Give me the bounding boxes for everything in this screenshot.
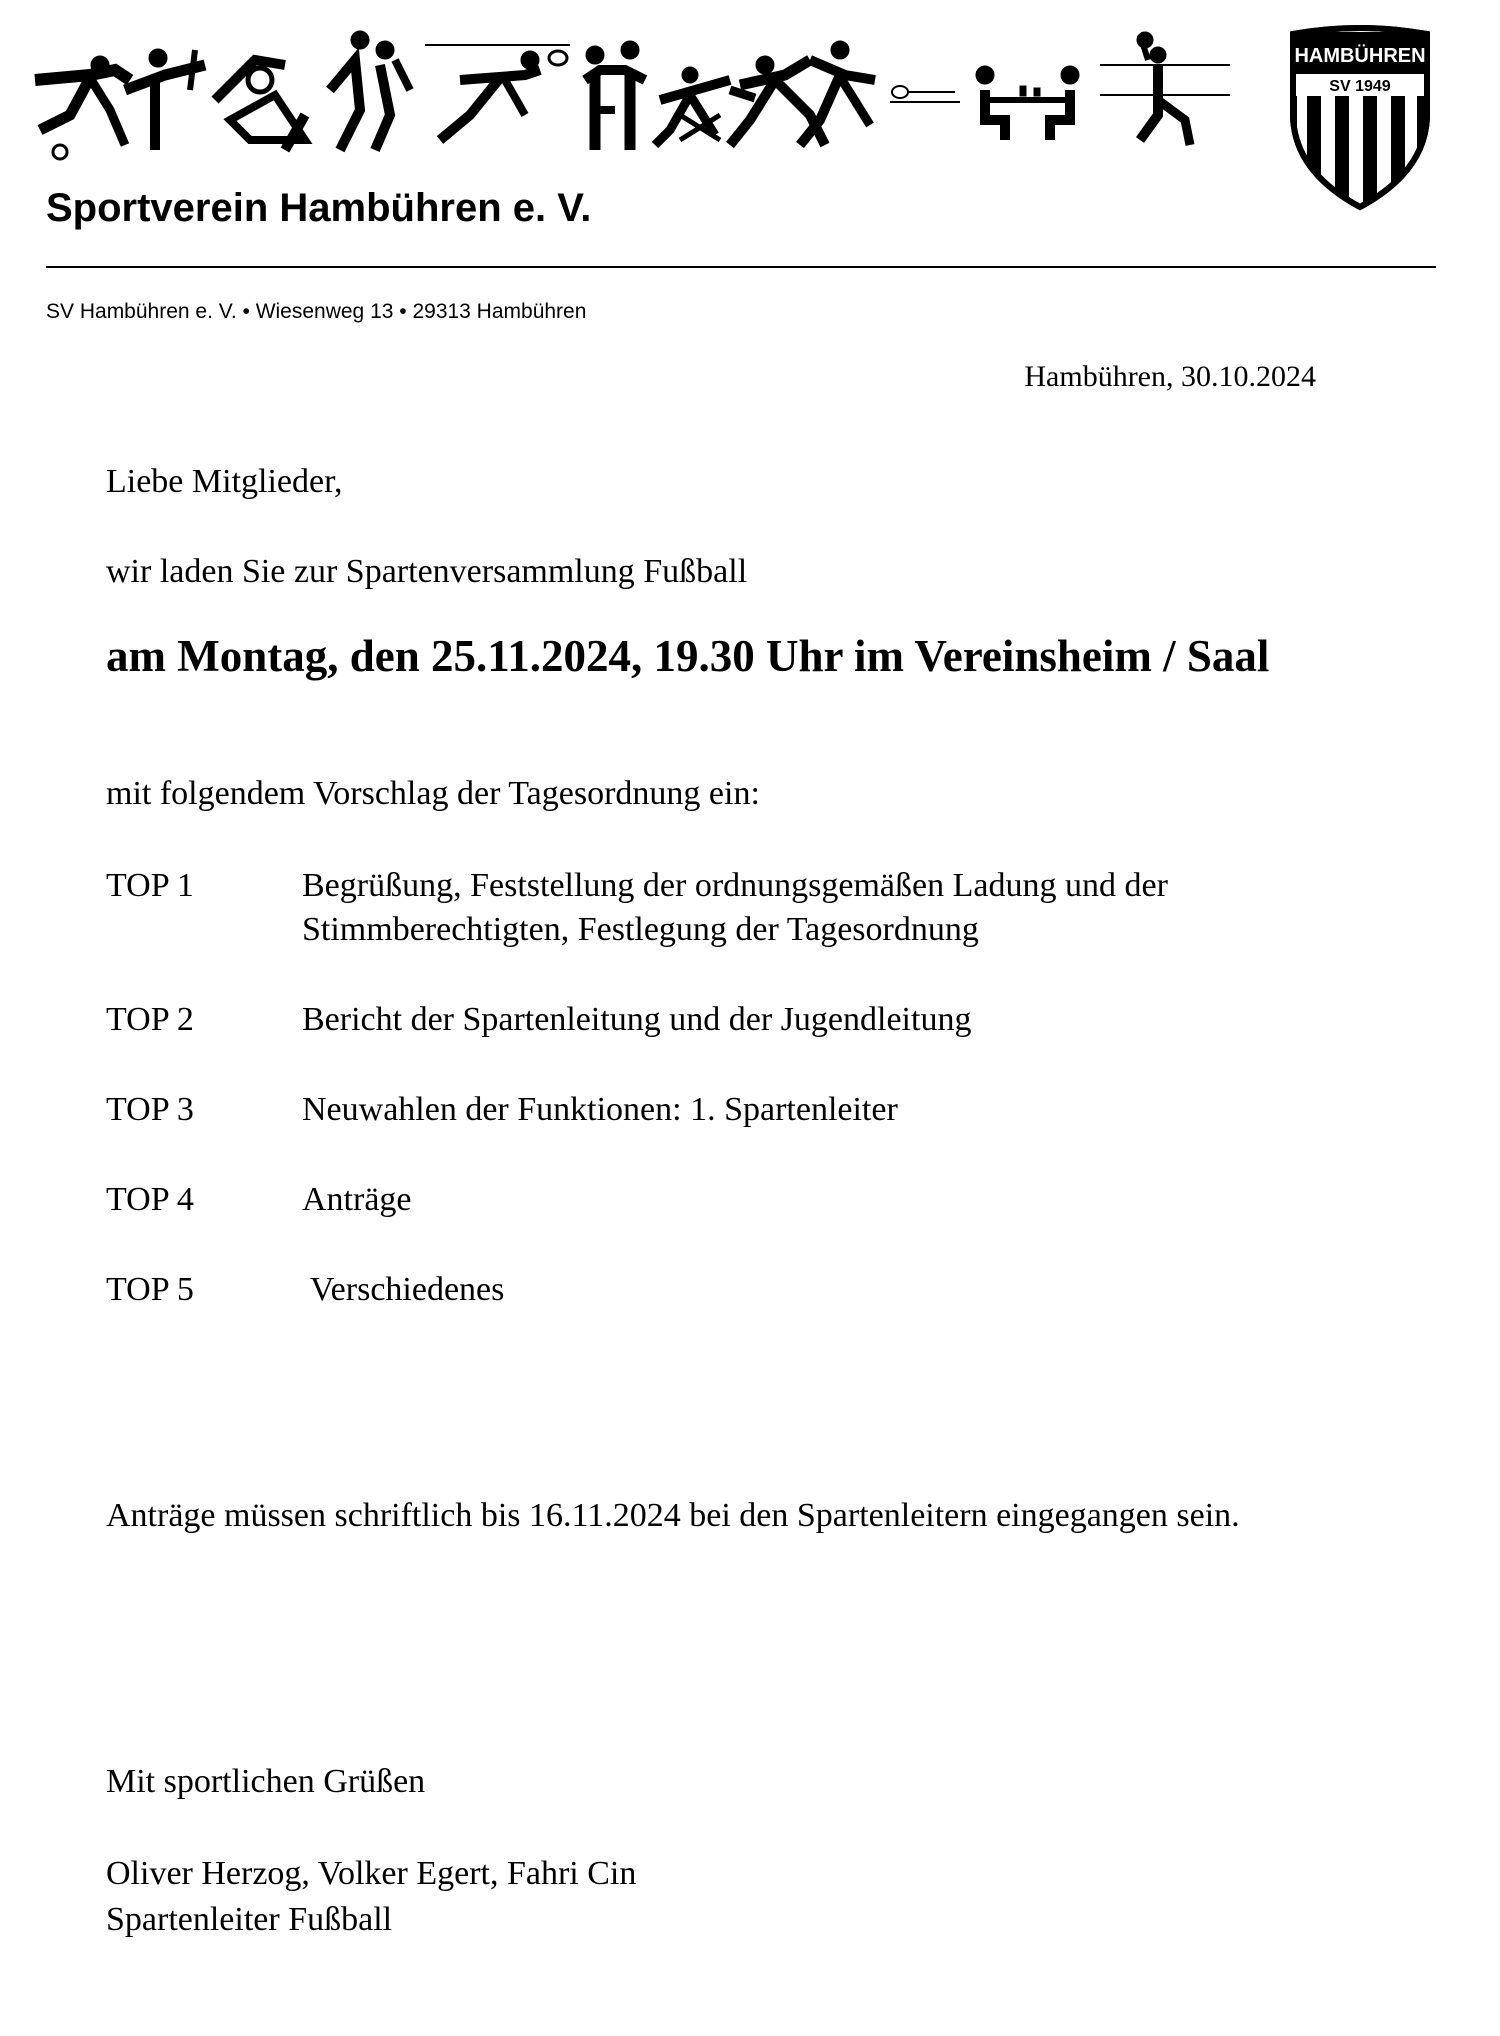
basketball-icon bbox=[330, 31, 410, 150]
invitation-text: wir laden Sie zur Spartenversammlung Fußball bbox=[106, 553, 748, 590]
volleyball-icon bbox=[1100, 32, 1230, 145]
judo-icon bbox=[215, 60, 305, 150]
closing: Mit sportlichen Grüßen bbox=[106, 1763, 426, 1800]
table-tennis-icon bbox=[125, 49, 205, 150]
agenda-text: Bericht der Spartenleitung und der Jugendleitung bbox=[302, 1001, 972, 1038]
club-crest bbox=[1285, 22, 1435, 212]
agenda-number: TOP 4 bbox=[106, 1181, 194, 1218]
handball-icon bbox=[655, 67, 730, 145]
table-tennis-player-icon bbox=[800, 41, 960, 145]
sender-address: SV Hambühren e. V. • Wiesenweg 13 • 29313 Hambühren bbox=[46, 300, 587, 323]
agenda-number: TOP 2 bbox=[106, 1001, 194, 1038]
crest-year-text: SV 1949 bbox=[1329, 78, 1391, 95]
signers: Oliver Herzog, Volker Egert, Fahri Cin bbox=[106, 1855, 637, 1892]
agenda-text: Anträge bbox=[302, 1181, 412, 1218]
event-details: am Montag, den 25.11.2024, 19.30 Uhr im Vereinsheim / Saal bbox=[106, 631, 1270, 681]
agenda-number: TOP 1 bbox=[106, 867, 194, 904]
board-game-icon bbox=[976, 66, 1079, 140]
agenda-number: TOP 3 bbox=[106, 1091, 194, 1128]
agenda-text: Neuwahlen der Funktionen: 1. Spartenleiter bbox=[302, 1091, 898, 1128]
place-date: Hambühren, 30.10.2024 bbox=[1024, 360, 1316, 393]
club-name: Sportverein Hambühren e. V. bbox=[46, 186, 592, 230]
sports-pictogram-banner bbox=[30, 20, 1240, 170]
deadline-notice: Anträge müssen schriftlich bis 16.11.2024 bei den Spartenleitern eingegangen sein. bbox=[106, 1497, 1240, 1534]
crest-name-text: HAMBÜHREN bbox=[1294, 45, 1426, 67]
badminton-icon bbox=[425, 45, 570, 140]
football-icon bbox=[35, 56, 130, 159]
agenda-intro: mit folgendem Vorschlag der Tagesordnung ein: bbox=[106, 775, 760, 812]
agenda-number: TOP 5 bbox=[106, 1271, 194, 1308]
salutation: Liebe Mitglieder, bbox=[106, 463, 343, 500]
agenda-text: Begrüßung, Feststellung der ordnungsgemäßen Ladung und der Stimmberechtigten, Festlegung der Tagesordnung bbox=[302, 867, 1168, 948]
dance-icon bbox=[585, 41, 645, 150]
header-divider bbox=[46, 266, 1436, 268]
signer-role: Spartenleiter Fußball bbox=[106, 1901, 393, 1938]
agenda-text: Verschiedenes bbox=[302, 1271, 505, 1308]
